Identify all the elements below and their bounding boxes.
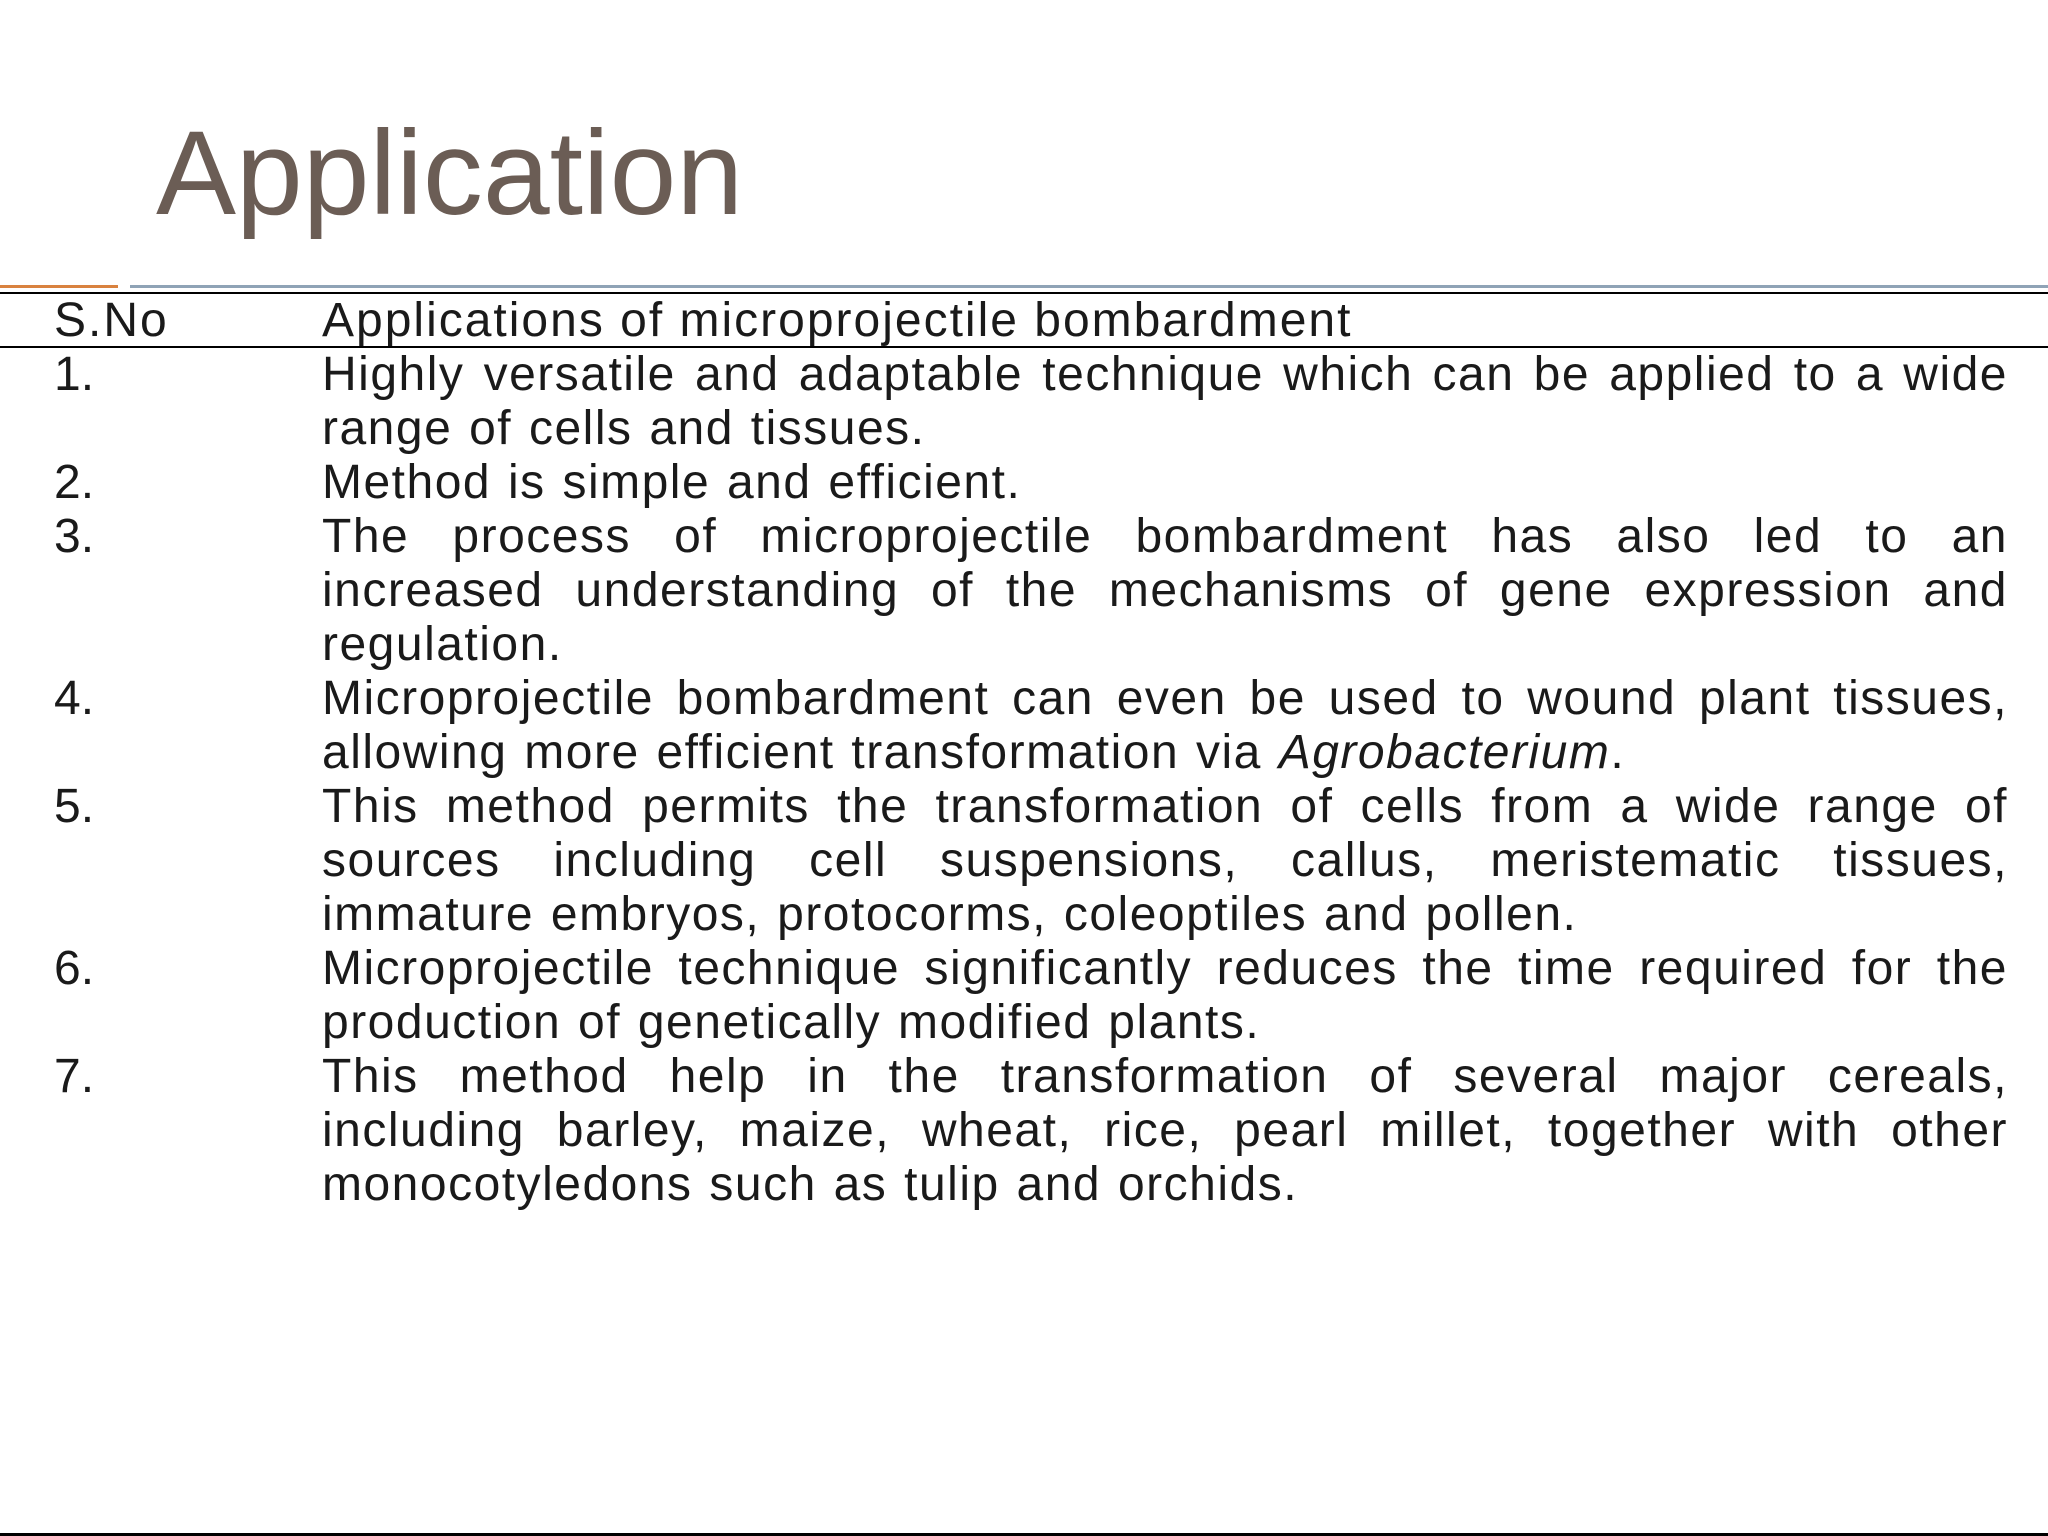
row-text: This method permits the transformation of cells from a wide range of sources including cell suspensions, callus, meristematic tissues, immature embryos, protocorms, coleoptiles and pollen. (322, 780, 2008, 941)
row-number: 1. (54, 348, 95, 401)
row-number: 3. (54, 510, 95, 563)
table-body (0, 348, 2048, 1212)
row-text: This method help in the transformation of several major cereals, including barley, maize, wheat, rice, pearl millet, together with other monocotyledons such as tulip and orchids. (322, 1050, 2008, 1211)
row-text-end: . (1610, 726, 1626, 779)
title-accent-line-blue (130, 285, 2048, 288)
table-row (0, 456, 2048, 510)
header-sno: S.No (54, 294, 169, 347)
table-row (0, 510, 2048, 672)
row-text: The process of microprojectile bombardment has also led to an increased understanding of the mechanisms of gene expression and regulation. (322, 510, 2008, 671)
row-number: 5. (54, 780, 95, 833)
table-row (0, 348, 2048, 456)
table-row (0, 1050, 2048, 1212)
row-text-italic-term: Agrobacterium (1278, 726, 1611, 779)
table-header-row (0, 294, 2048, 348)
applications-table (0, 292, 2048, 1536)
table-row (0, 780, 2048, 942)
header-application: Applications of microprojectile bombardment (322, 294, 1353, 347)
table-row (0, 942, 2048, 1050)
row-number: 2. (54, 456, 95, 509)
row-number: 4. (54, 672, 95, 725)
row-text (322, 672, 2008, 780)
title-accent-line-orange (0, 285, 118, 288)
row-text: Method is simple and efficient. (322, 456, 1022, 509)
row-text-main: Microprojectile bombardment can even be used to wound plant tissues, allowing more efficient transformation via (322, 672, 2008, 779)
slide-title: Application (156, 106, 744, 240)
row-number: 6. (54, 942, 95, 995)
row-text: Microprojectile technique significantly reduces the time required for the production of genetically modified plants. (322, 942, 2008, 1049)
row-text: Highly versatile and adaptable technique which can be applied to a wide range of cells and tissues. (322, 348, 2008, 455)
row-number: 7. (54, 1050, 95, 1103)
table-row (0, 672, 2048, 780)
